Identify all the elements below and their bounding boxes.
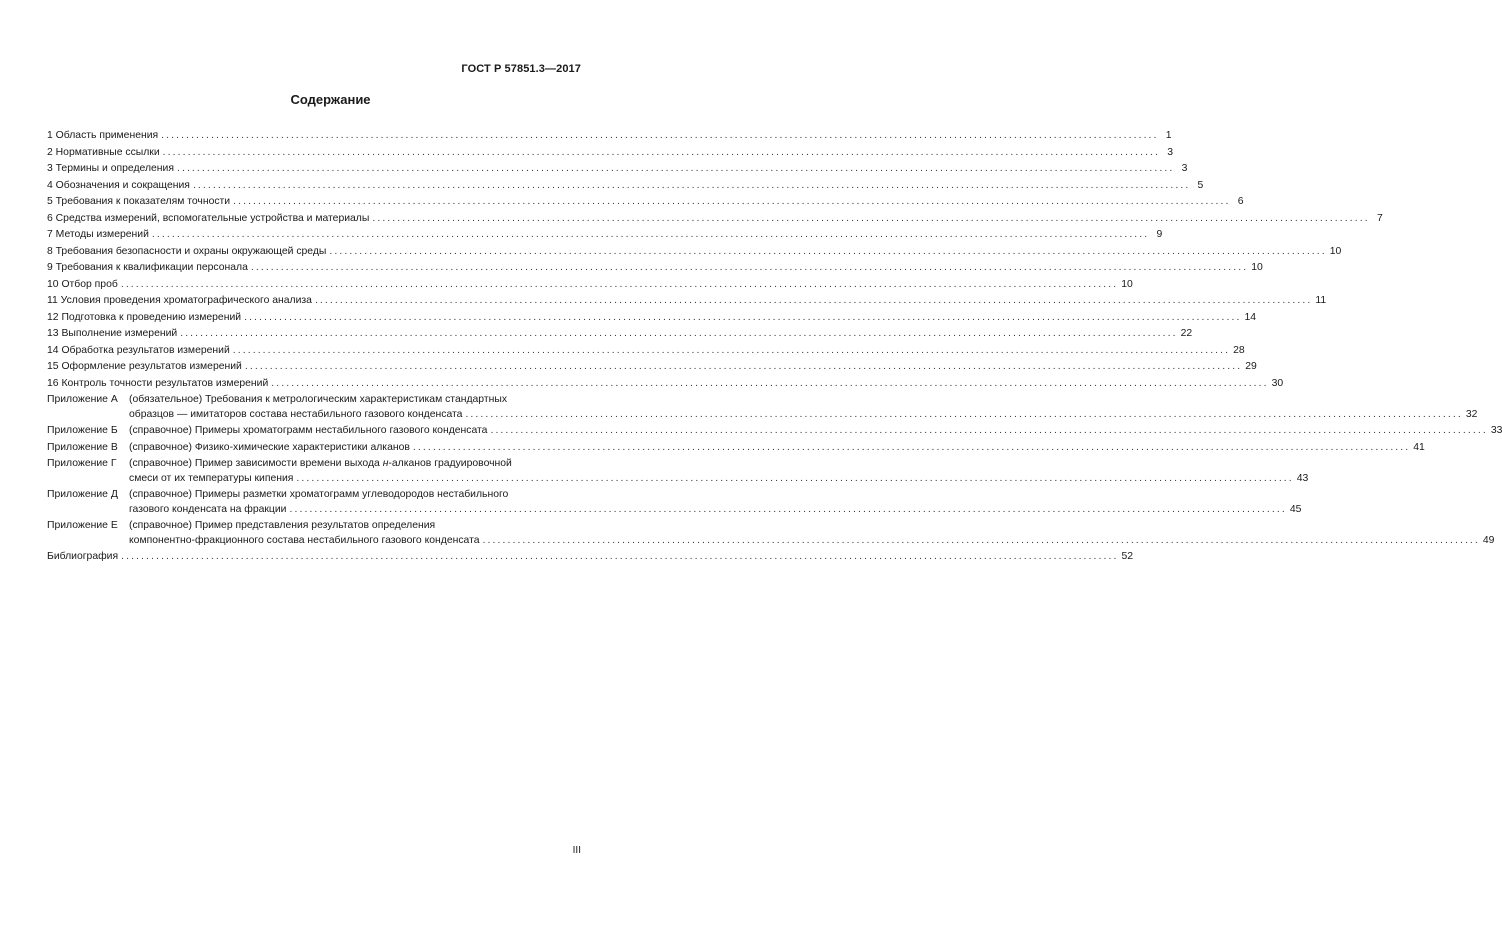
toc-item[interactable] [47,228,1163,243]
appendix-label: Приложение А [47,394,118,405]
toc-item[interactable] [47,212,1383,227]
toc-item-page: 1 [1165,130,1172,141]
leader-dots: ........................................................................................................................................................................................................ [180,328,1178,339]
appendix-page: 41 [1413,441,1425,453]
leader-dots: ........................................................................................................................................................................................................ [289,503,1287,515]
leader-dots: ........................................................................................................................................................................................................ [176,163,1175,174]
toc-appendix[interactable] [47,424,1502,439]
toc-appendix[interactable] [47,488,1302,517]
appendix-title-italic: н [382,458,389,469]
appendix-text [47,441,410,456]
leader-dots: ........................................................................................................................................................................................................ [372,212,1370,224]
toc-item-page: 3 [1181,163,1188,174]
toc-item-text: 14 Обработка результатов измерений [47,344,230,356]
toc-item-text: 10 Отбор проб [47,278,118,290]
appendix-title-line2: газового конденсата на фракции [129,503,287,515]
document-code: ГОСТ Р 57851.3—2017 [461,63,581,75]
toc-item[interactable] [47,278,1133,293]
leader-dots: ........................................................................................................................................................................................................ [161,130,1159,141]
appendix-page: 49 [1482,534,1495,546]
toc-item[interactable] [47,146,1174,161]
appendix-page: 45 [1289,503,1302,515]
appendix-label: Приложение Б [47,425,118,436]
appendix-page: 33 [1490,425,1502,436]
appendix-title-line2: смеси от их температуры кипения [129,472,294,484]
toc-item-page: 22 [1180,328,1193,339]
leader-dots: ........................................................................................................................................................................................................ [314,295,1313,306]
toc-item[interactable] [47,377,1284,392]
leader-dots: ........................................................................................................................................................................................................ [244,361,1243,372]
appendix-label: Приложение Г [47,458,117,469]
toc-item-page: 6 [1237,196,1244,207]
toc-item-page: 29 [1245,361,1257,372]
toc-item-text: 1 Область применения [47,130,159,141]
toc-item[interactable] [47,311,1256,326]
toc-title: Содержание [290,92,371,107]
toc-item[interactable] [47,245,1342,260]
toc-item-text: 11 Условия проведения хроматографического анализа [47,295,312,306]
toc-item[interactable] [47,261,1263,276]
toc-item-text: 9 Требования к квалификации персонала [47,262,248,273]
toc-item-page: 30 [1271,377,1284,389]
toc-item[interactable] [47,360,1257,375]
leader-dots: ........................................................................................................................................................................................................ [192,179,1191,191]
toc-item-text: 7 Методы измерений [47,229,149,240]
toc-item-text: 15 Оформление результатов измерений [47,361,242,372]
appendix-label: Приложение В [47,441,118,453]
table-of-contents [47,129,1502,567]
toc-item-text: 4 Обозначения и сокращения [47,179,190,191]
page-number: III [572,845,581,856]
leader-dots: ........................................................................................................................................................................................................ [296,472,1294,484]
leader-dots: ........................................................................................................................................................................................................ [482,534,1480,546]
leader-dots: ........................................................................................................................................................................................................ [412,441,1411,453]
toc-item[interactable] [47,294,1327,309]
toc-item-text: 16 Контроль точности результатов измерений [47,377,269,389]
toc-item-page: 11 [1315,295,1327,306]
toc-bibliography[interactable] [47,550,1134,565]
leader-dots: ........................................................................................................................................................................................................ [250,262,1249,273]
leader-dots: ........................................................................................................................................................................................................ [244,311,1242,323]
appendix-title-part: -алканов градуировочной [388,458,512,469]
toc-item-page: 3 [1167,146,1174,158]
toc-item[interactable] [47,162,1188,177]
appendix-title-line1: (обязательное) Требования к метрологическим характеристикам стандартных [129,394,508,405]
toc-item-text: 13 Выполнение измерений [47,328,178,339]
toc-item-page: 7 [1376,212,1383,224]
toc-item[interactable] [47,344,1245,359]
appendix-text [47,424,487,439]
toc-item-text: 6 Средства измерений, вспомогательные устройства и материалы [47,212,370,224]
toc-item[interactable] [47,195,1244,210]
leader-dots: ........................................................................................................................................................................................................ [121,551,1119,562]
appendix-page: 32 [1465,408,1478,420]
bibliography-page: 52 [1121,551,1134,562]
toc-item-page: 10 [1121,278,1133,290]
toc-item-text: 5 Требования к показателям точности [47,196,231,207]
appendix-title-line1: (справочное) Физико-химические характеристики алканов [129,441,410,453]
toc-item-page: 14 [1244,311,1256,323]
leader-dots: ........................................................................................................................................................................................................ [120,278,1119,290]
appendix-title-line2: образцов — имитаторов состава нестабильного газового конденсата [129,408,463,420]
bibliography-text: Библиография [47,551,119,562]
leader-dots: ........................................................................................................................................................................................................ [490,425,1488,436]
toc-item-text: 2 Нормативные ссылки [47,146,160,158]
leader-dots: ........................................................................................................................................................................................................ [271,377,1269,389]
toc-item[interactable] [47,129,1172,144]
toc-item[interactable] [47,179,1204,194]
leader-dots: ........................................................................................................................................................................................................ [465,408,1463,420]
toc-appendix[interactable] [47,519,1495,548]
appendix-title-line1: (справочное) Примеры разметки хроматограмм углеводородов нестабильного [129,489,509,500]
toc-appendix[interactable] [47,441,1425,456]
leader-dots: ........................................................................................................................................................................................................ [329,245,1327,257]
toc-item-page: 10 [1329,245,1342,257]
toc-item-page: 28 [1233,344,1245,356]
appendix-label: Приложение Е [47,520,118,531]
toc-item-text: 8 Требования безопасности и охраны окружающей среды [47,245,327,257]
appendix-title-line1 [129,457,582,472]
appendix-page: 43 [1296,472,1309,484]
appendix-label: Приложение Д [47,489,118,500]
toc-appendix[interactable] [47,457,1309,486]
appendix-title-line1: (справочное) Пример представления результатов определения [129,520,436,531]
toc-item-text: 3 Термины и определения [47,163,174,174]
leader-dots: ........................................................................................................................................................................................................ [162,146,1161,158]
toc-item-page: 9 [1156,229,1163,240]
toc-item[interactable] [47,327,1193,342]
leader-dots: ........................................................................................................................................................................................................ [233,196,1231,207]
toc-item-page: 5 [1197,179,1204,191]
appendix-title-line1: (справочное) Примеры хроматограмм нестабильного газового конденсата [129,425,488,436]
toc-item-text: 12 Подготовка к проведению измерений [47,311,242,323]
leader-dots: ........................................................................................................................................................................................................ [232,344,1231,356]
appendix-title-part: (справочное) Пример зависимости времени выхода [129,458,383,469]
appendix-title-line2: компонентно-фракционного состава нестабильного газового конденсата [129,534,480,546]
leader-dots: ........................................................................................................................................................................................................ [151,229,1150,240]
toc-item-page: 10 [1251,262,1263,273]
toc-appendix[interactable] [47,393,1478,422]
